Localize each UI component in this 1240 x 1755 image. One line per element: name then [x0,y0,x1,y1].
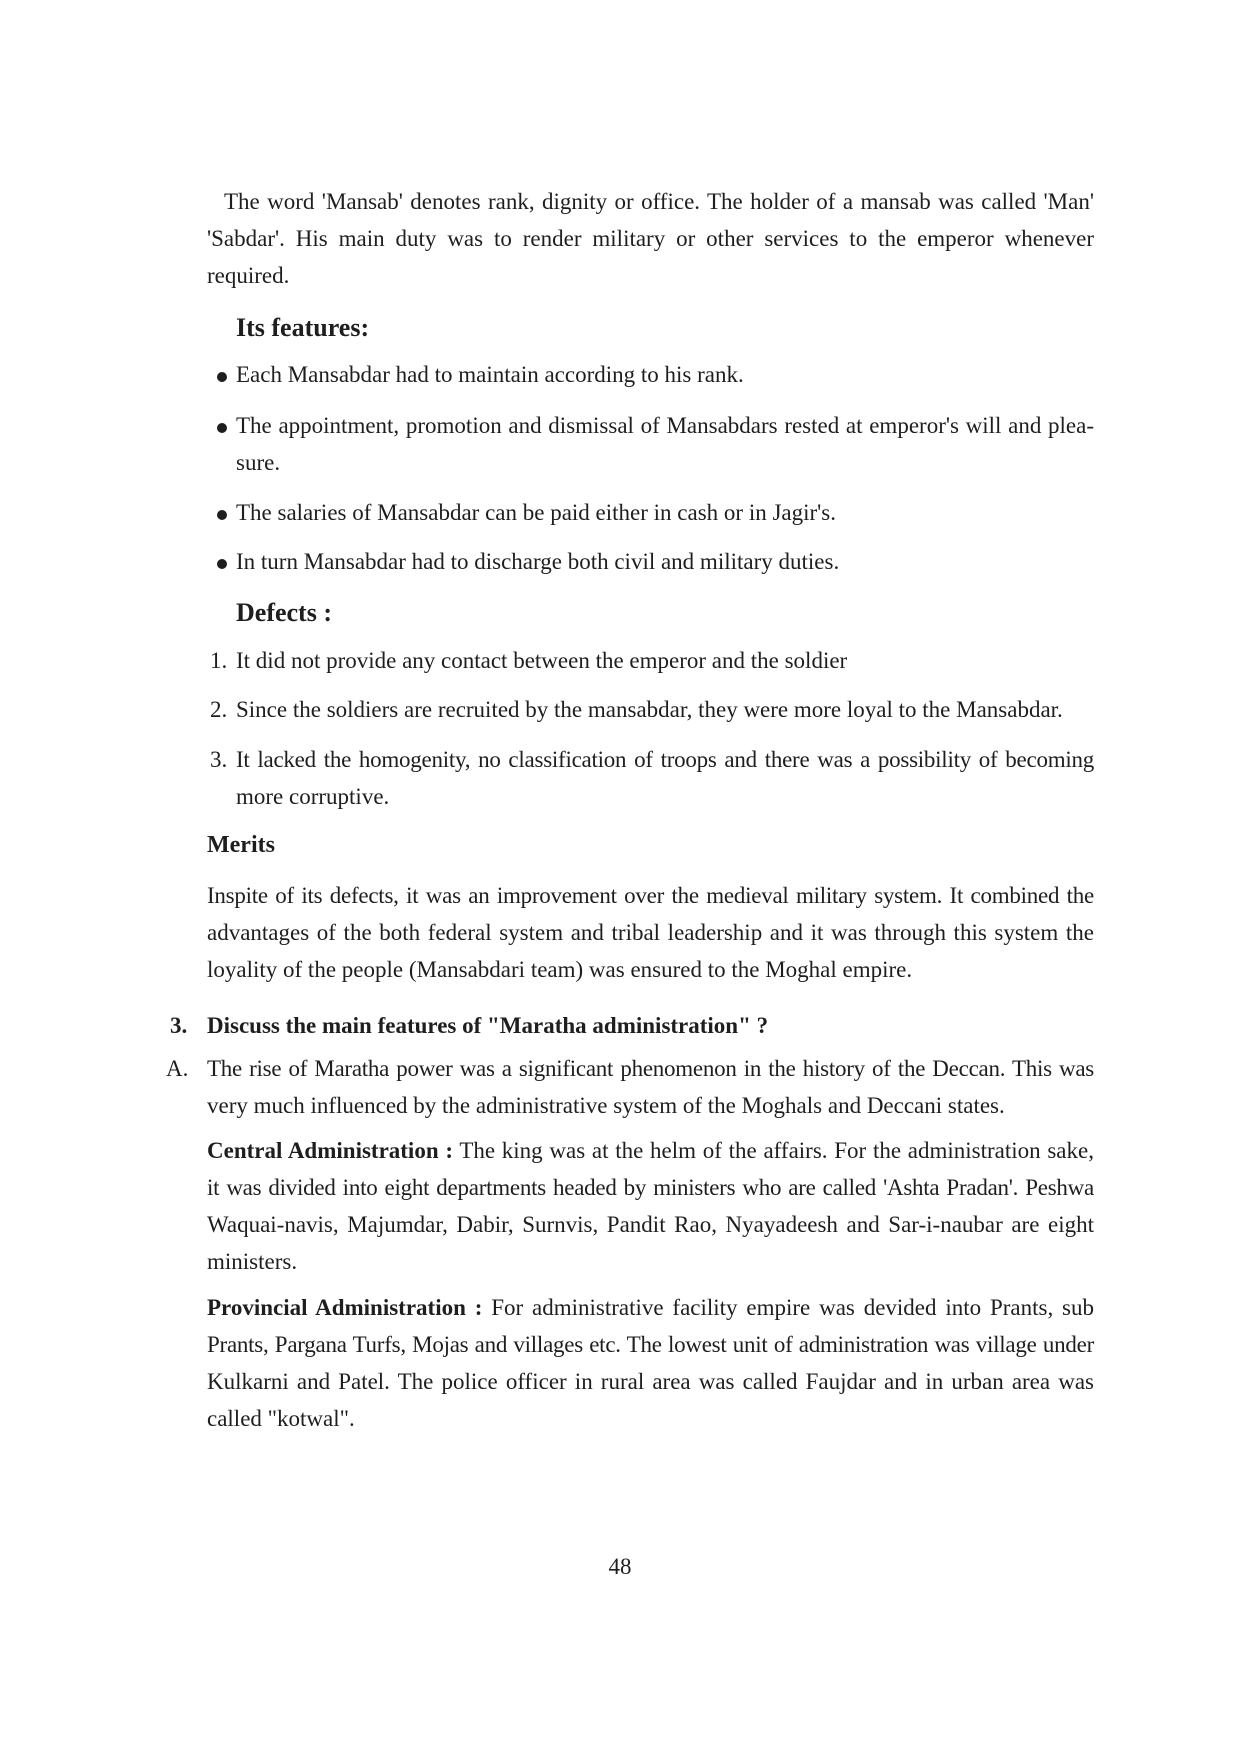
feature-item [236,356,1094,393]
defect-item [210,642,1094,679]
merits-line: Inspite of its defects, it was an improvement over the medieval military system. It combined the [207,883,1094,908]
central-administration-text: The king was at the helm of the affairs. For the administration sake, [459,1138,1094,1163]
defect-number: 2. [210,697,228,722]
intro-paragraph [207,183,1094,294]
defect-item [210,741,1094,815]
provincial-administration-text: For administrative facility empire was devided into Prants, sub [491,1295,1095,1320]
provincial-administration-label: Provincial Administration : [207,1295,483,1320]
feature-item-text: sure. [236,450,281,475]
provincial-administration-paragraph [207,1289,1094,1437]
defect-item-text: more corruptive. [236,784,390,809]
central-administration-line: Waquai-navis, Majumdar, Dabir, Surnvis, Pandit Rao, Nyayadeesh and Sar-i-naubar are eight [207,1212,1094,1237]
defects-heading: Defects : [236,598,332,627]
merits-paragraph [207,877,1094,988]
provincial-administration-line: Kulkarni and Patel. The police officer in rural area was called Faujdar and in urban area was [207,1369,1094,1394]
defect-number: 3. [210,747,228,772]
defect-item-text: Since the soldiers are recruited by the mansabdar, they were more loyal to the Mansabdar. [236,697,1063,722]
question-number: 3. [170,1013,188,1038]
bullet-icon [217,559,227,569]
intro-line: 'Sabdar'. His main duty was to render military or other services to the emperor whenever [207,226,1094,251]
feature-item-text: In turn Mansabdar had to discharge both civil and military duties. [236,549,840,574]
answer-label: A. [166,1056,189,1081]
merits-heading: Merits [207,832,275,858]
central-administration-label: Central Administration : [207,1138,453,1163]
intro-line: required. [207,263,290,288]
question [170,1007,1094,1044]
page-number: 48 [608,1554,632,1579]
central-administration-line: ministers. [207,1249,298,1274]
defect-item-text: It lacked the homogenity, no classification of troops and there was a possibility of becoming [236,747,1094,772]
feature-item [236,407,1094,481]
central-administration-line: it was divided into eight departments headed by ministers who are called 'Ashta Pradan'. Peshwa [207,1175,1094,1200]
feature-item [236,494,1094,531]
defect-number: 1. [210,648,228,673]
defect-item [210,691,1094,728]
intro-line: The word 'Mansab' denotes rank, dignity or office. The holder of a mansab was called 'Man' [224,189,1094,214]
answer-line: The rise of Maratha power was a significant phenomenon in the history of the Deccan. This was [207,1056,1094,1081]
central-administration-line [207,1132,1094,1169]
central-administration-paragraph [207,1132,1094,1280]
merits-line: advantages of the both federal system and tribal leadership and it was through this system the [207,920,1094,945]
bullet-icon [217,510,227,520]
bullet-icon [217,372,227,382]
provincial-administration-line: called "kotwal". [207,1406,355,1431]
provincial-administration-line [207,1289,1094,1326]
merits-line: loyality of the people (Mansabdari team) was ensured to the Moghal empire. [207,957,913,982]
question-text: Discuss the main features of "Maratha administration" ? [207,1013,769,1038]
answer-line: very much influenced by the administrative system of the Moghals and Deccani states. [207,1093,1005,1118]
defect-item-text: It did not provide any contact between the emperor and the soldier [236,648,848,673]
feature-item [236,543,1094,580]
feature-item-text: The salaries of Mansabdar can be paid either in cash or in Jagir's. [236,500,837,525]
feature-item-text: The appointment, promotion and dismissal of Mansabdars rested at emperor's will and plea- [236,413,1094,438]
provincial-administration-line: Prants, Pargana Turfs, Mojas and villages etc. The lowest unit of administration was village under [207,1332,1094,1357]
features-heading: Its features: [236,313,370,342]
feature-item-text: Each Mansabdar had to maintain according to his rank. [236,362,744,387]
answer-paragraph [166,1050,1094,1124]
bullet-icon [217,423,227,433]
